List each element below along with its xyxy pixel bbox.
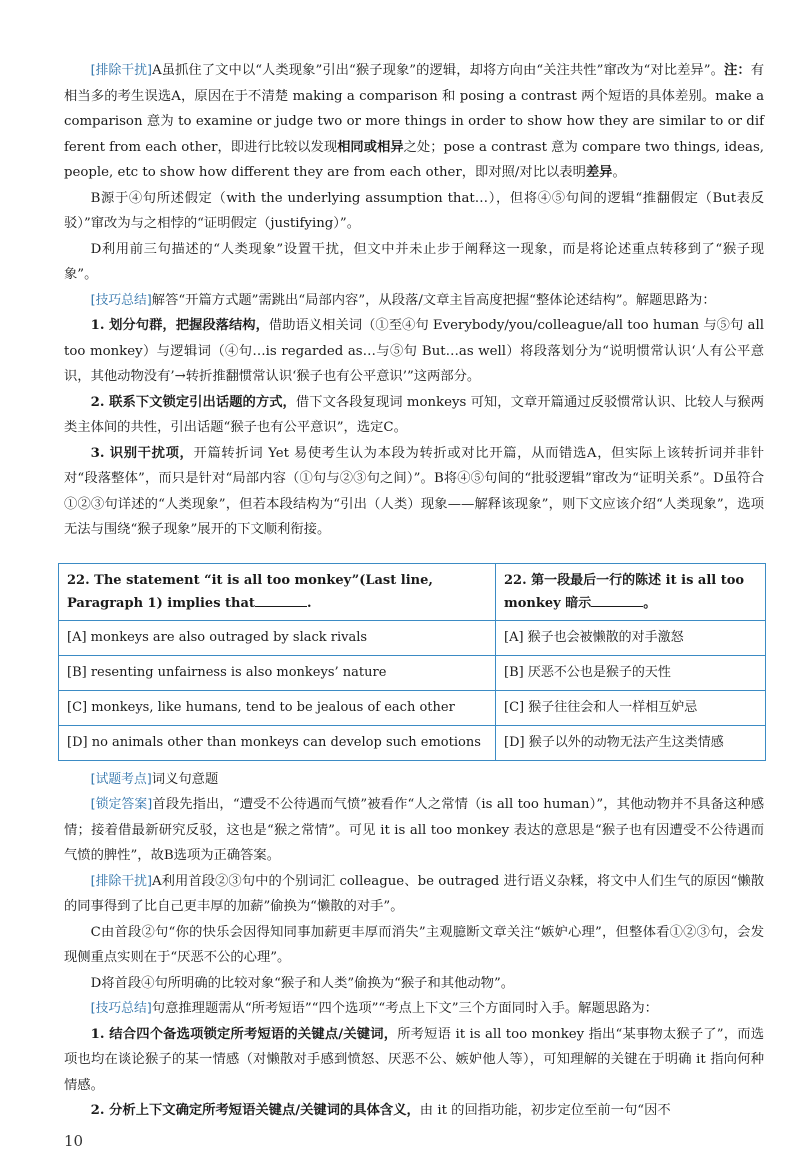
paragraph-a-distractor: [排除干扰]A虽抓住了文中以“人类现象”引出“猴子现象”的逻辑，却将方向由“关注共性”窜改为“对比差异”。注：有相当多的考生误选A，原因在于不清楚 making a comparison 和 posing a contrast 两个短语的具体差别。make a comparison 意为 to examine or judge two or more things in order to show how they are similar to or different from each other，即进行比较以发现相同或相异之处；pose a contrast 意为 compare two things, ideas, people, etc to show how different they are from each other，即对照/对比以表明差异。 bbox=[64, 63, 765, 180]
tag-skill-summary: [技巧总结] bbox=[90, 1001, 152, 1016]
tip-1: 1. 结合四个备选项锁定所考短语的关键点/关键词，所考短语 it is all too monkey 指出“某事物太猴子了”，而选项也均在谈论猴子的某一情感（对懒散对手感到愤怒、厌恶不公、嫉妒他人等），可知理解的关键在于明确 it 指向何种情感。 bbox=[64, 1026, 764, 1093]
option-cn: [D] 猴子以外的动物无法产生这类情感 bbox=[496, 725, 766, 760]
question-table bbox=[58, 563, 766, 761]
paragraph-exclude-distractor-2: [排除干扰]A利用首段②③句中的个别词汇 colleague、be outraged 进行语义杂糅，将文中人们生气的原因“懒散的同事得到了比自己更丰厚的加薪”偷换为“懒散的对手”。 bbox=[64, 873, 764, 914]
paragraph-lock-answer: [锁定答案]首段先指出，“遭受不公待遇而气愤”被看作“人之常情（is all too human）”，其他动物并不具备这种感情；接着借最新研究反驳，这也是“猴之常情”。可见 it is all too monkey 表达的意思是“猴子也有因遭受不公待遇而气愤的脾性”，故B选项为正确答案。 bbox=[64, 797, 764, 863]
option-en: [B] resenting unfairness is also monkeys’ nature bbox=[59, 655, 496, 690]
option-row-d bbox=[59, 725, 766, 760]
paragraph-test-point: [试题考点]词义句意题 bbox=[90, 771, 219, 787]
option-row-c bbox=[59, 690, 766, 725]
paragraph-d-distractor: D利用前三句描述的“人类现象”设置干扰，但文中并未止步于阐释这一现象，而是将论述重点转移到了“猴子现象”。 bbox=[64, 241, 764, 282]
option-cn: [C] 猴子往往会和人一样相互妒忌 bbox=[496, 690, 766, 725]
option-en: [D] no animals other than monkeys can develop such emotions bbox=[59, 725, 496, 760]
tag-exclude-distractor: [排除干扰] bbox=[90, 873, 153, 889]
option-row-a bbox=[59, 620, 766, 655]
question-stem-row bbox=[59, 563, 766, 620]
question-stem-en: 22. The statement “it is all too monkey”(Last line, Paragraph 1) implies that . bbox=[59, 563, 496, 620]
option-en: [A] monkeys are also outraged by slack rivals bbox=[59, 620, 496, 655]
tag-exclude-distractor: [排除干扰] bbox=[90, 63, 153, 78]
option-cn: [A] 猴子也会被懒散的对手激怒 bbox=[496, 620, 766, 655]
question-stem-cn: 22. 第一段最后一行的陈述 it is all too monkey 暗示 。 bbox=[496, 563, 766, 620]
step-3: 3. 识别干扰项，开篇转折词 Yet 易使考生认为本段为转折或对比开篇，从而错选A，但实际上该转折词并非针对“段落整体”，而只是针对“局部内容（①句与②③句之间）”。B将④⑤句间的“批驳逻辑”窜改为“证明关系”。D虽符合①②③句详述的“人类现象”，但若本段结构为“引出（人类）现象——解释该现象”，则下文应该介绍“人类现象”，选项无法与围绕“猴子现象”展开的下文顺利衔接。 bbox=[64, 445, 765, 537]
page-number: 10 bbox=[64, 1132, 84, 1150]
option-en: [C] monkeys, like humans, tend to be jealous of each other bbox=[59, 690, 496, 725]
answer-blank bbox=[255, 594, 307, 607]
step-2: 2. 联系下文锁定引出话题的方式，借下文各段复现词 monkeys 可知，文章开篇通过反驳惯常认识、比较人与猴两类主体间的共性，引出话题“猴子也有公平意识”，选定C。 bbox=[64, 394, 764, 435]
tag-skill-summary: [技巧总结] bbox=[90, 292, 152, 308]
option-row-b bbox=[59, 655, 766, 690]
paragraph-d-distractor-2: D将首段④句所明确的比较对象“猴子和人类”偷换为“猴子和其他动物”。 bbox=[90, 975, 515, 991]
answer-blank bbox=[591, 594, 643, 607]
tag-lock-answer: [锁定答案] bbox=[90, 797, 153, 812]
tag-test-point: [试题考点] bbox=[90, 771, 152, 787]
tip-2: 2. 分析上下文确定所考短语关键点/关键词的具体含义，由 it 的回指功能，初步定位至前一句“因不 bbox=[90, 1103, 671, 1118]
step-1: 1. 划分句群，把握段落结构，借助语义相关词（①至④句 Everybody/you/colleague/all too human 与⑤句 all too monkey）与逻辑词（④句…is regarded as…与⑤句 But…as well）将段落划分为“说明惯常认识‘人有公平意识，其他动物没有’→转折推翻惯常认识‘猴子也有公平意识’”这两部分。 bbox=[64, 318, 764, 384]
option-cn: [B] 厌恶不公也是猴子的天性 bbox=[496, 655, 766, 690]
paragraph-b-distractor: B源于④句所述假定（with the underlying assumption that…），但将④⑤句间的逻辑“推翻假定（But表反驳）”窜改为与之相悖的“证明假定（justifying）”。 bbox=[64, 190, 764, 231]
paragraph-c-distractor: C由首段②句“你的快乐会因得知同事加薪更丰厚而消失”主观臆断文章关注“嫉妒心理”，但整体看①②③句，会发现侧重点实则在于“厌恶不公的心理”。 bbox=[64, 924, 764, 965]
paragraph-skill-summary: [技巧总结]解答“开篇方式题”需跳出“局部内容”，从段落/文章主旨高度把握“整体论述结构”。解题思路为： bbox=[90, 292, 716, 308]
paragraph-skill-summary-2: [技巧总结]句意推理题需从“所考短语”“四个选项”“考点上下文”三个方面同时入手。解题思路为： bbox=[90, 1001, 658, 1016]
page-content bbox=[64, 58, 764, 1124]
